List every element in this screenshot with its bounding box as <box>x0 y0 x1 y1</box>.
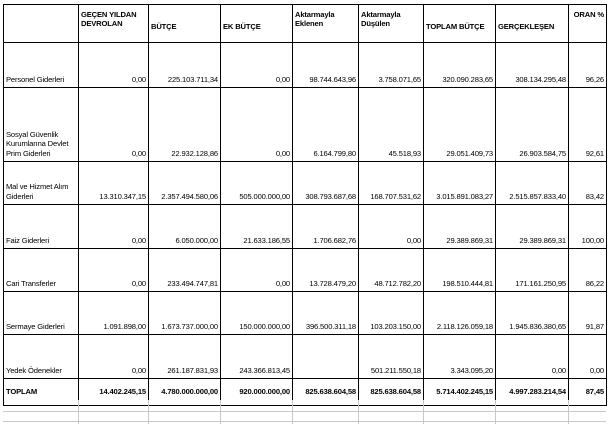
cell-butce: 22.932.128,86 <box>149 88 221 162</box>
spreadsheet-gridline <box>495 400 496 424</box>
total-oran: 87,45 <box>569 379 607 406</box>
total-ek-butce: 920.000.000,00 <box>221 379 293 406</box>
spreadsheet-gridline <box>423 400 424 424</box>
cell-toplam-butce: 29.389.869,31 <box>424 205 496 249</box>
row-label: Sermaye Giderleri <box>4 292 79 335</box>
row-label: Faiz Giderleri <box>4 205 79 249</box>
row-label: Yedek Ödenekler <box>4 335 79 379</box>
header-eklenen: Aktarmayla Eklenen <box>293 5 359 43</box>
cell-dusulen: 0,00 <box>359 205 424 249</box>
cell-oran: 86,22 <box>569 249 607 292</box>
spreadsheet-gridline <box>78 400 79 424</box>
table-row <box>4 335 607 379</box>
cell-devrolan: 0,00 <box>79 335 149 379</box>
cell-dusulen: 168.707.531,62 <box>359 162 424 205</box>
header-butce: BÜTÇE <box>149 5 221 43</box>
cell-butce: 233.494.747,81 <box>149 249 221 292</box>
cell-devrolan: 1.091.898,00 <box>79 292 149 335</box>
cell-dusulen: 45.518,93 <box>359 88 424 162</box>
budget-table <box>3 4 607 406</box>
table-row <box>4 162 607 205</box>
total-label: TOPLAM <box>4 379 79 406</box>
spreadsheet-gridline <box>148 400 149 424</box>
row-label: Sosyal Güvenlik Kurumlarına Devlet Prim Giderleri <box>4 88 79 162</box>
table-row <box>4 88 607 162</box>
cell-ek-butce: 243.366.813,45 <box>221 335 293 379</box>
cell-eklenen: 13.728.479,20 <box>293 249 359 292</box>
cell-devrolan: 0,00 <box>79 249 149 292</box>
cell-gerceklesen: 1.945.836.380,65 <box>496 292 569 335</box>
cell-gerceklesen: 2.515.857.833,40 <box>496 162 569 205</box>
spreadsheet-gridline <box>220 400 221 424</box>
total-dusulen: 825.638.604,58 <box>359 379 424 406</box>
cell-devrolan: 0,00 <box>79 205 149 249</box>
cell-butce: 225.103.711,34 <box>149 43 221 88</box>
spreadsheet-gridline <box>3 421 606 422</box>
table-row <box>4 43 607 88</box>
header-gerceklesen: GERÇEKLEŞEN <box>496 5 569 43</box>
cell-eklenen <box>293 335 359 379</box>
header-oran: ORAN % <box>569 5 607 43</box>
total-devrolan: 14.402.245,15 <box>79 379 149 406</box>
header-row <box>4 5 607 43</box>
cell-toplam-butce: 3.343.095,20 <box>424 335 496 379</box>
cell-ek-butce: 0,00 <box>221 88 293 162</box>
cell-toplam-butce: 198.510.444,81 <box>424 249 496 292</box>
row-label: Cari Transferler <box>4 249 79 292</box>
spreadsheet-gridline <box>358 400 359 424</box>
spreadsheet-gridline <box>292 400 293 424</box>
cell-dusulen: 501.211.550,18 <box>359 335 424 379</box>
cell-dusulen: 3.758.071,65 <box>359 43 424 88</box>
cell-eklenen: 308.793.687,68 <box>293 162 359 205</box>
cell-dusulen: 103.203.150,00 <box>359 292 424 335</box>
cell-devrolan: 0,00 <box>79 88 149 162</box>
cell-butce: 261.187.831,93 <box>149 335 221 379</box>
cell-devrolan: 13.310.347,15 <box>79 162 149 205</box>
cell-eklenen: 1.706.682,76 <box>293 205 359 249</box>
cell-eklenen: 98.744.643,96 <box>293 43 359 88</box>
spreadsheet-gridline <box>568 400 569 424</box>
cell-ek-butce: 0,00 <box>221 249 293 292</box>
header-toplam-butce: TOPLAM BÜTÇE <box>424 5 496 43</box>
cell-gerceklesen: 29.389.869,31 <box>496 205 569 249</box>
cell-gerceklesen: 26.903.584,75 <box>496 88 569 162</box>
cell-gerceklesen: 0,00 <box>496 335 569 379</box>
cell-oran: 100,00 <box>569 205 607 249</box>
cell-ek-butce: 150.000.000,00 <box>221 292 293 335</box>
header-label-cell <box>4 5 79 43</box>
cell-dusulen: 48.712.782,20 <box>359 249 424 292</box>
cell-eklenen: 6.164.799,80 <box>293 88 359 162</box>
cell-toplam-butce: 2.118.126.059,18 <box>424 292 496 335</box>
cell-oran: 83,42 <box>569 162 607 205</box>
cell-eklenen: 396.500.311,18 <box>293 292 359 335</box>
cell-oran: 0,00 <box>569 335 607 379</box>
total-butce: 4.780.000.000,00 <box>149 379 221 406</box>
cell-oran: 91,87 <box>569 292 607 335</box>
cell-butce: 6.050.000,00 <box>149 205 221 249</box>
total-eklenen: 825.638.604,58 <box>293 379 359 406</box>
cell-oran: 92,61 <box>569 88 607 162</box>
table-row <box>4 292 607 335</box>
cell-ek-butce: 505.000.000,00 <box>221 162 293 205</box>
table-row <box>4 249 607 292</box>
cell-ek-butce: 21.633.186,55 <box>221 205 293 249</box>
cell-butce: 1.673.737.000,00 <box>149 292 221 335</box>
total-gerceklesen: 4.997.283.214,54 <box>496 379 569 406</box>
cell-toplam-butce: 320.090.283,65 <box>424 43 496 88</box>
cell-toplam-butce: 3.015.891.083,27 <box>424 162 496 205</box>
cell-gerceklesen: 308.134.295,48 <box>496 43 569 88</box>
header-devrolan: GEÇEN YILDAN DEVROLAN <box>79 5 149 43</box>
cell-oran: 96,26 <box>569 43 607 88</box>
cell-gerceklesen: 171.161.250,95 <box>496 249 569 292</box>
table-row <box>4 205 607 249</box>
cell-butce: 2.357.494.580,06 <box>149 162 221 205</box>
row-label: Mal ve Hizmet Alım Giderleri <box>4 162 79 205</box>
header-dusulen: Aktarmayla Düşülen <box>359 5 424 43</box>
cell-toplam-butce: 29.051.409,73 <box>424 88 496 162</box>
header-ek-butce: EK BÜTÇE <box>221 5 293 43</box>
cell-devrolan: 0,00 <box>79 43 149 88</box>
total-row <box>4 379 607 406</box>
row-label: Personel Giderleri <box>4 43 79 88</box>
spreadsheet-gridline <box>3 411 606 412</box>
cell-ek-butce: 0,00 <box>221 43 293 88</box>
total-toplam-butce: 5.714.402.245,15 <box>424 379 496 406</box>
